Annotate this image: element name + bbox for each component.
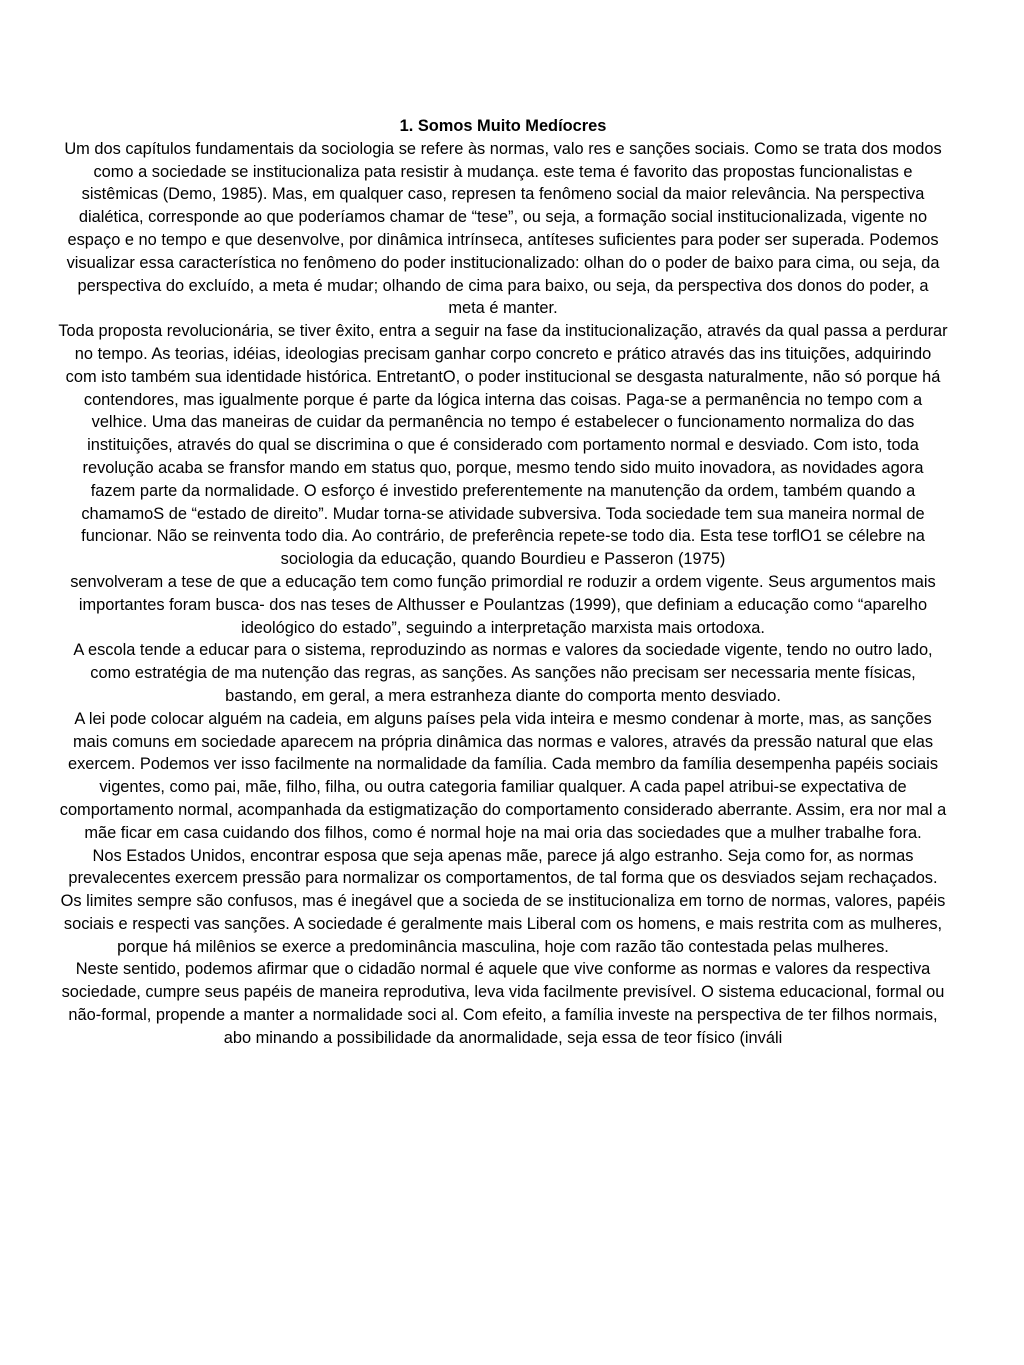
paragraph: Nos Estados Unidos, encontrar esposa que seja apenas mãe, parece já algo estranho. Seja como for, as normas prevalecentes exercem pressão para normalizar os comportamentos, de tal forma que os desviados sejam rechaçados. Os limites sempre são confusos, mas é inegável que a socieda de se institucionaliza em torno de normas, valores, papéis sociais e respecti vas sanções. A sociedade é geralmente mais Liberal com os homens, e mais restrita com as mulheres, porque há milênios se exerce a predominância masculina, hoje com razão tão contestada pelas mulheres. [60,846,946,956]
paragraph: Um dos capítulos fundamentais da sociologia se refere às normas, valo res e sanções sociais. Como se trata dos modos como a sociedade se institucionaliza pata resistir à mudança. este tema é favorito das propostas funcionalistas e sistêmicas (Demo, 1985). Mas, em qualquer caso, represen ta fenômeno social da maior relevância. Na perspectiva dialética, corresponde ao que poderíamos chamar de “tese”, ou seja, a formação social institucionalizada, vigente no espaço e no tempo e que desenvolve, por dinâmica intrínseca, antíteses suficientes para poder ser superada. Podemos visualizar essa característica no fenômeno do poder institucionalizado: olhan do o poder de baixo para cima, ou seja, da perspectiva do excluído, a meta é mudar; olhando de cima para baixo, ou seja, da perspectiva dos donos do poder, a meta é manter. [64,139,942,318]
paragraph: A lei pode colocar alguém na cadeia, em alguns países pela vida inteira e mesmo condenar à morte, mas, as sanções mais comuns em sociedade aparecem na própria dinâmica das normas e valores, através da pressão natural que elas exercem. Podemos ver isso facilmente na normalidade da família. Cada membro da família desempenha papéis sociais vigentes, como pai, mãe, filho, filha, ou outra categoria familiar qualquer. A cada papel atribui-se expectativa de comportamento normal, acompanhada da estigmatização do comportamento considerado aberrante. Assim, era nor mal a mãe ficar em casa cuidando dos filhos, como é normal hoje na mai oria das sociedades que a mulher trabalhe fora. [59,709,947,842]
document-body [58,115,948,1050]
paragraph: A escola tende a educar para o sistema, reproduzindo as normas e valores da sociedade vigente, tendo no outro lado, como estratégia de ma nutenção das regras, as sanções. As sanções não precisam ser necessaria mente físicas, bastando, em geral, a mera estranheza diante do comporta mento desviado. [73,641,933,705]
paragraph: Toda proposta revolucionária, se tiver êxito, entra a seguir na fase da institucionalização, através da qual passa a perdurar no tempo. As teorias, idéias, ideologias precisam ganhar corpo concreto e prático através das ins tituições, adquirindo com isto também sua identidade histórica. EntretantO, o poder institucional se desgasta naturalmente, não só porque há contendores, mas igualmente porque é parte da lógica interna das coisas. Paga-se a permanência no tempo com a velhice. Uma das maneiras de cuidar da permanência no tempo é estabelecer o funcionamento normaliza do das instituições, através do qual se discrimina o que é considerado com portamento normal e desviado. Com isto, toda revolução acaba se fransfor mando em status quo, porque, mesmo tendo sido muito inovadora, as novidades agora fazem parte da normalidade. O esforço é investido preferentemente na manutenção da ordem, também quando a chamamoS de “estado de direito”. Mudar torna-se atividade subversiva. Toda sociedade tem sua maneira normal de funcionar. Não se reinventa todo dia. Ao contrário, de preferência repete-se todo dia. Esta tese torflO1 se célebre na sociologia da educação, quando Bourdieu e Passeron (1975) [58,322,948,569]
paragraph: senvolveram a tese de que a educação tem como função primordial re roduzir a ordem vigente. Seus argumentos mais importantes foram busca- dos nas teses de Althusser e Poulantzas (1999), que definiam a educação como “aparelho ideológico do estado”, seguindo a interpretação marxista mais ortodoxa. [70,572,936,637]
document-title: 1. Somos Muito Medíocres [399,117,607,135]
paragraph: Neste sentido, podemos afirmar que o cidadão normal é aquele que vive conforme as normas e valores da respectiva sociedade, cumpre seus papéis de maneira reprodutiva, leva vida facilmente previsível. O sistema educacional, formal ou não-formal, propende a manter a normalidade soci al. Com efeito, a família investe na perspectiva de ter filhos normais, abo minando a possibilidade da anormalidade, seja essa de teor físico (inváli [61,960,945,1047]
